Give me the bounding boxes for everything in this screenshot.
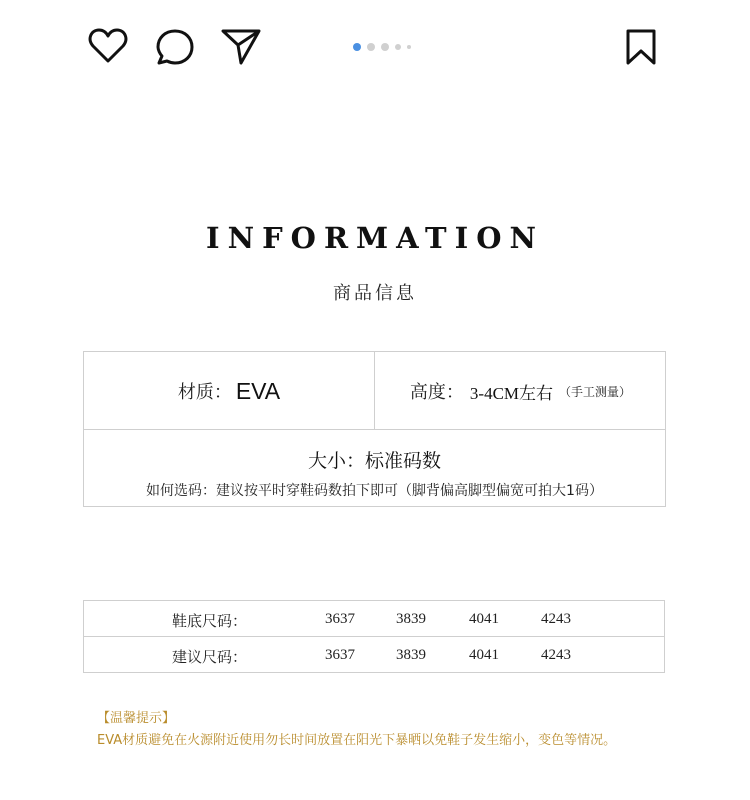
carousel-dot[interactable]	[367, 43, 375, 51]
height-note: （手工测量）	[559, 384, 632, 399]
section-title: INFORMATION	[206, 221, 544, 255]
bookmark-icon[interactable]	[624, 28, 658, 66]
carousel-dot[interactable]	[381, 43, 389, 51]
material-cell	[84, 352, 375, 430]
size-info-row	[84, 430, 665, 508]
carousel-dot[interactable]	[407, 45, 411, 49]
comment-icon[interactable]	[155, 28, 195, 66]
heart-icon[interactable]	[88, 28, 128, 64]
size-value: 4243	[541, 647, 571, 663]
product-info-table	[83, 351, 666, 507]
notice-body: EVA材质避免在火源附近使用勿长时间放置在阳光下暴晒以免鞋子发生缩小，变色等情况。	[97, 733, 617, 748]
size-value: 4041	[469, 647, 499, 663]
share-icon[interactable]	[220, 28, 262, 66]
size-standard: 大小：标准码数	[307, 450, 441, 472]
size-value: 3839	[396, 647, 426, 663]
notice-title: 【温馨提示】	[97, 711, 176, 726]
material-value: EVA	[235, 377, 281, 404]
size-value: 4041	[469, 611, 499, 627]
section-subtitle: 商品信息	[333, 283, 417, 304]
row-label: 鞋底尺码：	[172, 612, 248, 630]
table-row	[84, 637, 664, 673]
size-table	[83, 600, 665, 673]
warm-notice	[97, 707, 616, 748]
info-row	[84, 352, 665, 430]
size-value: 3637	[325, 611, 355, 627]
size-value: 3637	[325, 647, 355, 663]
size-tip: 如何选码：建议按平时穿鞋码数拍下即可（脚背偏高脚型偏宽可拍大1码）	[146, 483, 603, 499]
size-value: 4243	[541, 611, 571, 627]
size-value: 3839	[396, 611, 426, 627]
material-label: 材质：	[177, 382, 232, 403]
row-label: 建议尺码：	[172, 648, 248, 666]
table-row	[84, 601, 664, 637]
carousel-dot-active[interactable]	[353, 43, 361, 51]
height-label: 高度：	[409, 382, 464, 403]
carousel-indicator[interactable]	[353, 42, 411, 52]
carousel-dot[interactable]	[395, 44, 401, 50]
height-value: 3-4CM左右	[469, 383, 554, 403]
post-action-bar	[0, 0, 750, 100]
height-cell	[375, 352, 666, 430]
